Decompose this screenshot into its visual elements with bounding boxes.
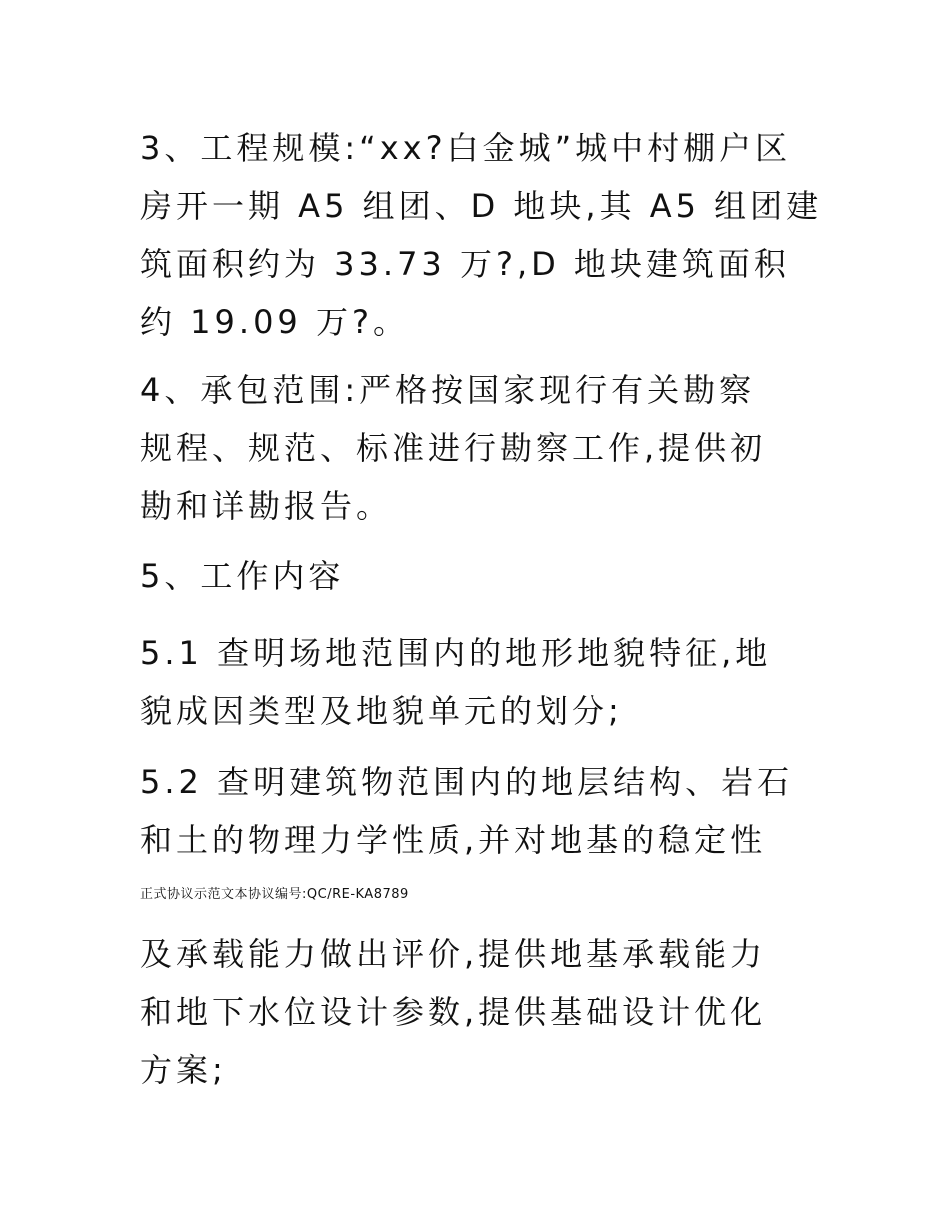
text-line: 4、承包范围:严格按国家现行有关勘察 xyxy=(140,371,756,409)
paragraph-work-content-heading xyxy=(140,547,820,605)
text-line: 勘和详勘报告。 xyxy=(140,487,393,525)
paragraph-5-2-continued xyxy=(140,925,820,1099)
text-line: 规程、规范、标准进行勘察工作,提供初 xyxy=(140,429,767,467)
text-line: 5、工作内容 xyxy=(140,557,345,595)
paragraph-scale xyxy=(140,119,823,351)
paragraph-5-1 xyxy=(140,624,820,740)
text-line: 房开一期 A5 组团、D 地块,其 A5 组团建 xyxy=(140,187,823,225)
paragraph-5-2 xyxy=(140,753,820,869)
text-line: 及承载能力做出评价,提供地基承载能力 xyxy=(140,935,767,973)
text-line: 方案; xyxy=(140,1051,227,1089)
document-footer: 正式协议示范文本协议编号:QC/RE-KA8789 xyxy=(140,887,409,902)
text-line: 5.1 查明场地范围内的地形地貌特征,地 xyxy=(140,634,772,672)
text-line: 和土的物理力学性质,并对地基的稳定性 xyxy=(140,821,767,859)
paragraph-scope xyxy=(140,361,820,535)
text-line: 约 19.09 万?。 xyxy=(140,303,409,341)
text-line: 3、工程规模:“xx?白金城”城中村棚户区 xyxy=(140,129,792,167)
text-line: 和地下水位设计参数,提供基础设计优化 xyxy=(140,993,767,1031)
text-line: 5.2 查明建筑物范围内的地层结构、岩石 xyxy=(140,763,794,801)
text-line: 筑面积约为 33.73 万?,D 地块建筑面积 xyxy=(140,245,790,283)
text-line: 貌成因类型及地貌单元的划分; xyxy=(140,692,623,730)
